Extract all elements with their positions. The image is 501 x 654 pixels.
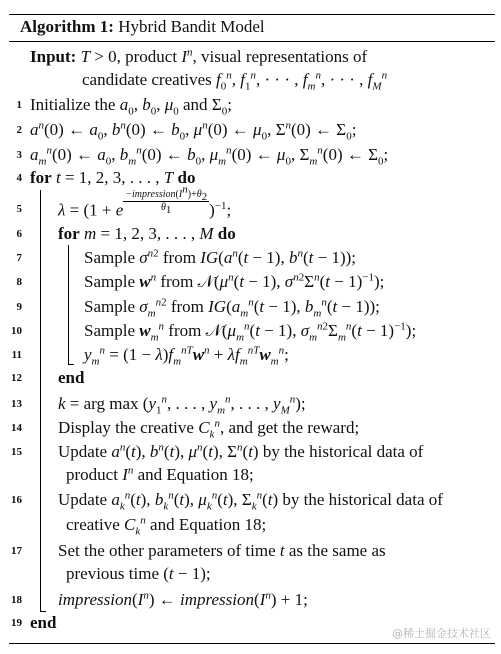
input-line-2: candidate creatives $f_0^n$, $f_1^n$, · · · , $f_m^n$, · · · , $f_M^n$ (82, 69, 388, 93)
line-12 (58, 368, 84, 388)
top-rule (9, 14, 495, 15)
input-line-1: Input: T > 0, product $I^n$, visual representations of (30, 46, 368, 66)
line-number: 6 (16, 228, 22, 240)
line-13: k = arg $\max (y_1^n$, . . . , $y_m^n$, . . . , $y_M^n$); (58, 393, 306, 417)
exponent-fraction: $\frac{-impression(I^n)+\theta_2}{\theta_1}$ (125, 183, 208, 216)
line-number: 9 (16, 301, 22, 313)
keyword-do: do (177, 168, 196, 187)
line-number: 5 (16, 203, 22, 215)
line-number: 16 (11, 494, 22, 506)
line-6: for m = 1, 2, 3, . . . , M do (58, 224, 236, 243)
line-5: λ = (1 + e $\frac{-impression(I^n)+\theta_2}{\theta_1}$ )$^{-1}$; (58, 183, 232, 220)
line-15a: Update $a^n(t)$, $b^n(t)$, $\mu^n(t)$, $\Sigma^n(t)$ by the historical data of (58, 441, 424, 461)
input-label: Input: (30, 47, 77, 66)
line-11: $y_m^n = (1 - \lambda)f_m^{nT}w^n + \lambda f_m^{nT}w_m^n$; (84, 344, 289, 368)
bottom-rule (9, 643, 495, 644)
line-14: Display the creative $C_k^n$, and get the reward; (58, 417, 360, 441)
line-16b: creative $C_k^n$ and Equation 18; (66, 514, 267, 538)
inner-loop-hook (68, 364, 74, 365)
line-15b: product $I^n$ and Equation 18; (66, 464, 254, 484)
line-number: 8 (16, 276, 22, 288)
line-number: 2 (16, 124, 22, 136)
watermark-text: @稀土掘金技术社区 (392, 627, 491, 640)
line-number: 4 (16, 172, 22, 184)
line-17b: previous time (t − 1); (66, 564, 211, 583)
keyword-for: for (58, 224, 80, 243)
title-rule (9, 41, 495, 42)
line-number: 19 (11, 617, 22, 629)
outer-loop-hook (40, 611, 46, 612)
line-3: $a_m^n(0)$ ← $a_0$, $b_m^n(0)$ ← $b_0$, $\mu_m^n(0)$ ← $\mu_0$, $\Sigma_m^n(0)$ ← $\Sigma_0$; (30, 144, 389, 168)
line-number: 13 (11, 398, 22, 410)
line-number: 18 (11, 594, 22, 606)
keyword-end: end (30, 613, 57, 632)
inner-loop-bar (68, 245, 69, 364)
keyword-end: end (58, 368, 85, 387)
line-number: 10 (11, 325, 22, 337)
algorithm-label: Algorithm 1: (20, 17, 114, 36)
line-number: 12 (11, 372, 22, 384)
line-18: $impression(I^n)$ ← $impression(I^n) + 1$; (58, 589, 308, 609)
algorithm-name: Hybrid Bandit Model (118, 17, 265, 36)
line-number: 3 (16, 149, 22, 161)
line-number: 7 (16, 252, 22, 264)
line-2: $a^n(0)$ ← $a_0$, $b^n(0)$ ← $b_0$, $\mu^n(0)$ ← $\mu_0$, $\Sigma^n(0)$ ← $\Sigma_0$; (30, 119, 357, 143)
keyword-for: for (30, 168, 52, 187)
line-1: Initialize the $a_0$, $b_0$, $\mu_0$ and $\Sigma_0$; (30, 95, 232, 118)
line-number: 1 (16, 99, 22, 111)
line-7: Sample $\sigma^{n2}$ from $IG(a^n(t - 1)$, $b^n(t - 1)$); (84, 247, 357, 267)
algorithm-title (20, 17, 265, 37)
line-10: Sample $w_m^n$ from $𝒩(\mu_m^n(t - 1)$, $\sigma_m^{n2}\Sigma_m^n(t - 1)^{-1}$); (84, 320, 417, 344)
line-9: Sample $\sigma_m^{n2}$ from $IG(a_m^n(t - 1)$, $b_m^n(t - 1)$); (84, 296, 380, 320)
line-number: 15 (11, 446, 22, 458)
line-number: 17 (11, 545, 22, 557)
line-17a: Set the other parameters of time t as the same as (58, 541, 386, 560)
outer-loop-bar (40, 190, 41, 611)
line-number: 14 (11, 422, 22, 434)
line-19 (30, 613, 56, 633)
line-4: for t = 1, 2, 3, . . . , T do (30, 168, 196, 187)
keyword-do: do (217, 224, 236, 243)
line-number: 11 (11, 349, 22, 361)
line-8: Sample $w^n$ from $𝒩(\mu^n(t - 1)$, $\sigma^{n2}\Sigma^n(t - 1)^{-1}$); (84, 271, 385, 291)
line-16a: Update $a_k^n(t)$, $b_k^n(t)$, $\mu_k^n(t)$, $\Sigma_k^n(t)$ by the historical data of (58, 489, 443, 513)
